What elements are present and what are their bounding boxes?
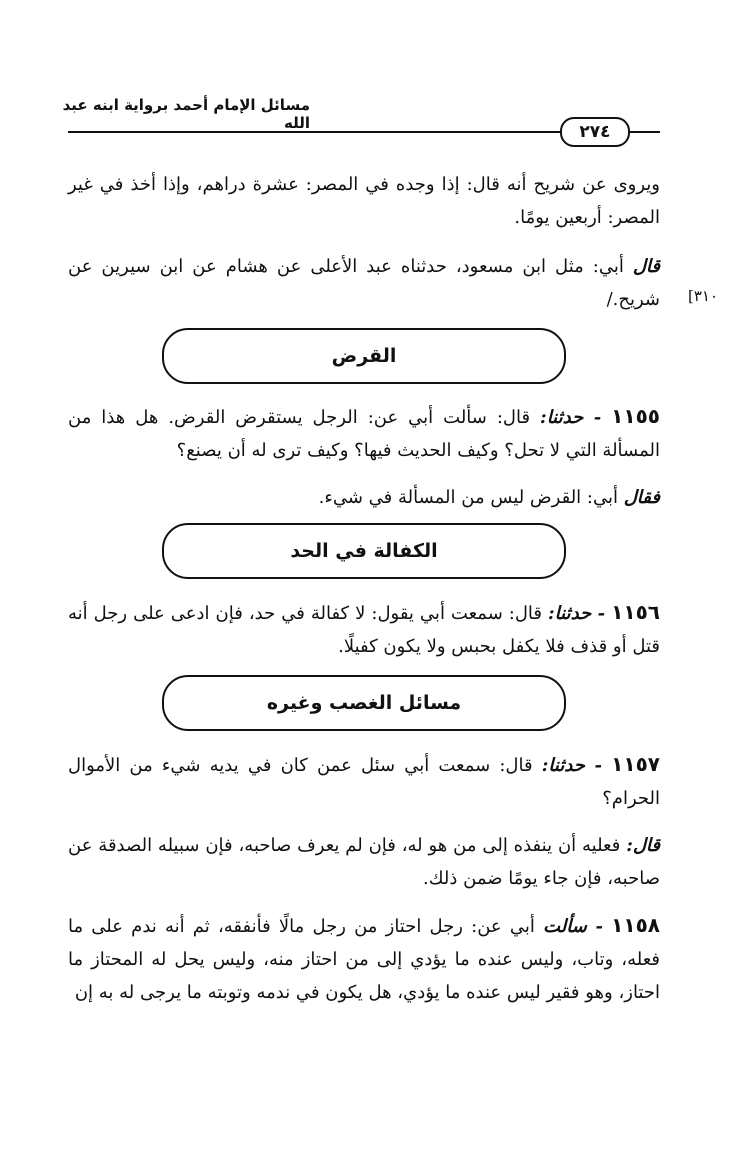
- section-heading: القرض: [162, 328, 566, 384]
- item-text: أبي عن: رجل احتاز من رجل مالًا فأنفقه، ثم أنه ندم على ما فعله، وتاب، وليس عنده ما يؤدي إلى من احتاز منه، وليس يحل له المحتاز ما احتاز، وهو فقير ليس عنده ما يؤدي، هل يكون في ندمه وتوبته ما يرجى له به إن: [68, 916, 660, 1003]
- intro-block: [68, 168, 660, 316]
- item-number: ١١٥٧: [611, 752, 660, 776]
- numbered-item: [68, 748, 660, 815]
- section-block: [68, 748, 660, 1009]
- page-number: ٢٧٤: [560, 117, 630, 147]
- paragraph-lead: قال: [632, 256, 660, 277]
- item-text: قال: سمعت أبي سئل عمن كان في يديه شيء من الأموال الحرام؟: [68, 755, 660, 809]
- item-number: ١١٥٥: [611, 404, 660, 428]
- item-lead: - حدثنا:: [540, 407, 602, 428]
- paragraph-text: ويروى عن شريح أنه قال: إذا وجده في المصر: عشرة دراهم، وإذا أخذ في غير المصر: أربعين يومًا.: [68, 174, 660, 228]
- item-lead: - سألت: [543, 916, 603, 937]
- section-block: [68, 400, 660, 514]
- section-block: [68, 596, 660, 663]
- paragraph-lead: قال:: [626, 835, 660, 856]
- section-heading: الكفالة في الحد: [162, 523, 566, 579]
- paragraph-text: أبي: مثل ابن مسعود، حدثناه عبد الأعلى عن هشام عن ابن سيرين عن شريح./: [68, 256, 660, 310]
- item-number: ١١٥٨: [611, 913, 660, 937]
- margin-note: [٣١٠: [688, 287, 719, 305]
- paragraph: [68, 168, 660, 234]
- paragraph: [68, 481, 660, 514]
- running-title: مسائل الإمام أحمد برواية ابنه عبد الله: [62, 96, 310, 132]
- item-lead: - حدثنا:: [548, 603, 606, 624]
- paragraph: [68, 829, 660, 895]
- paragraph-lead: فقال: [623, 487, 660, 508]
- item-text: قال: سمعت أبي يقول: لا كفالة في حد، فإن ادعى على رجل أنه قتل أو قذف فلا يكفل بحبس ولا يكون كفيلًا.: [68, 603, 660, 657]
- item-text: قال: سألت أبي عن: الرجل يستقرض القرض. هل هذا من المسألة التي لا تحل؟ وكيف الحديث فيها؟ وكيف ترى له أن يصنع؟: [68, 407, 660, 461]
- paragraph-text: فعليه أن ينفذه إلى من هو له، فإن لم يعرف صاحبه، فإن سبيله الصدقة عن صاحبه، فإن جاء يومًا ضمن ذلك.: [68, 835, 660, 889]
- paragraph-text: أبي: القرض ليس من المسألة في شيء.: [318, 487, 624, 508]
- section-heading: مسائل الغصب وغيره: [162, 675, 566, 731]
- item-lead: - حدثنا:: [541, 755, 603, 776]
- paragraph: [68, 250, 660, 316]
- numbered-item: [68, 400, 660, 467]
- item-number: ١١٥٦: [611, 600, 660, 624]
- numbered-item: [68, 909, 660, 1009]
- numbered-item: [68, 596, 660, 663]
